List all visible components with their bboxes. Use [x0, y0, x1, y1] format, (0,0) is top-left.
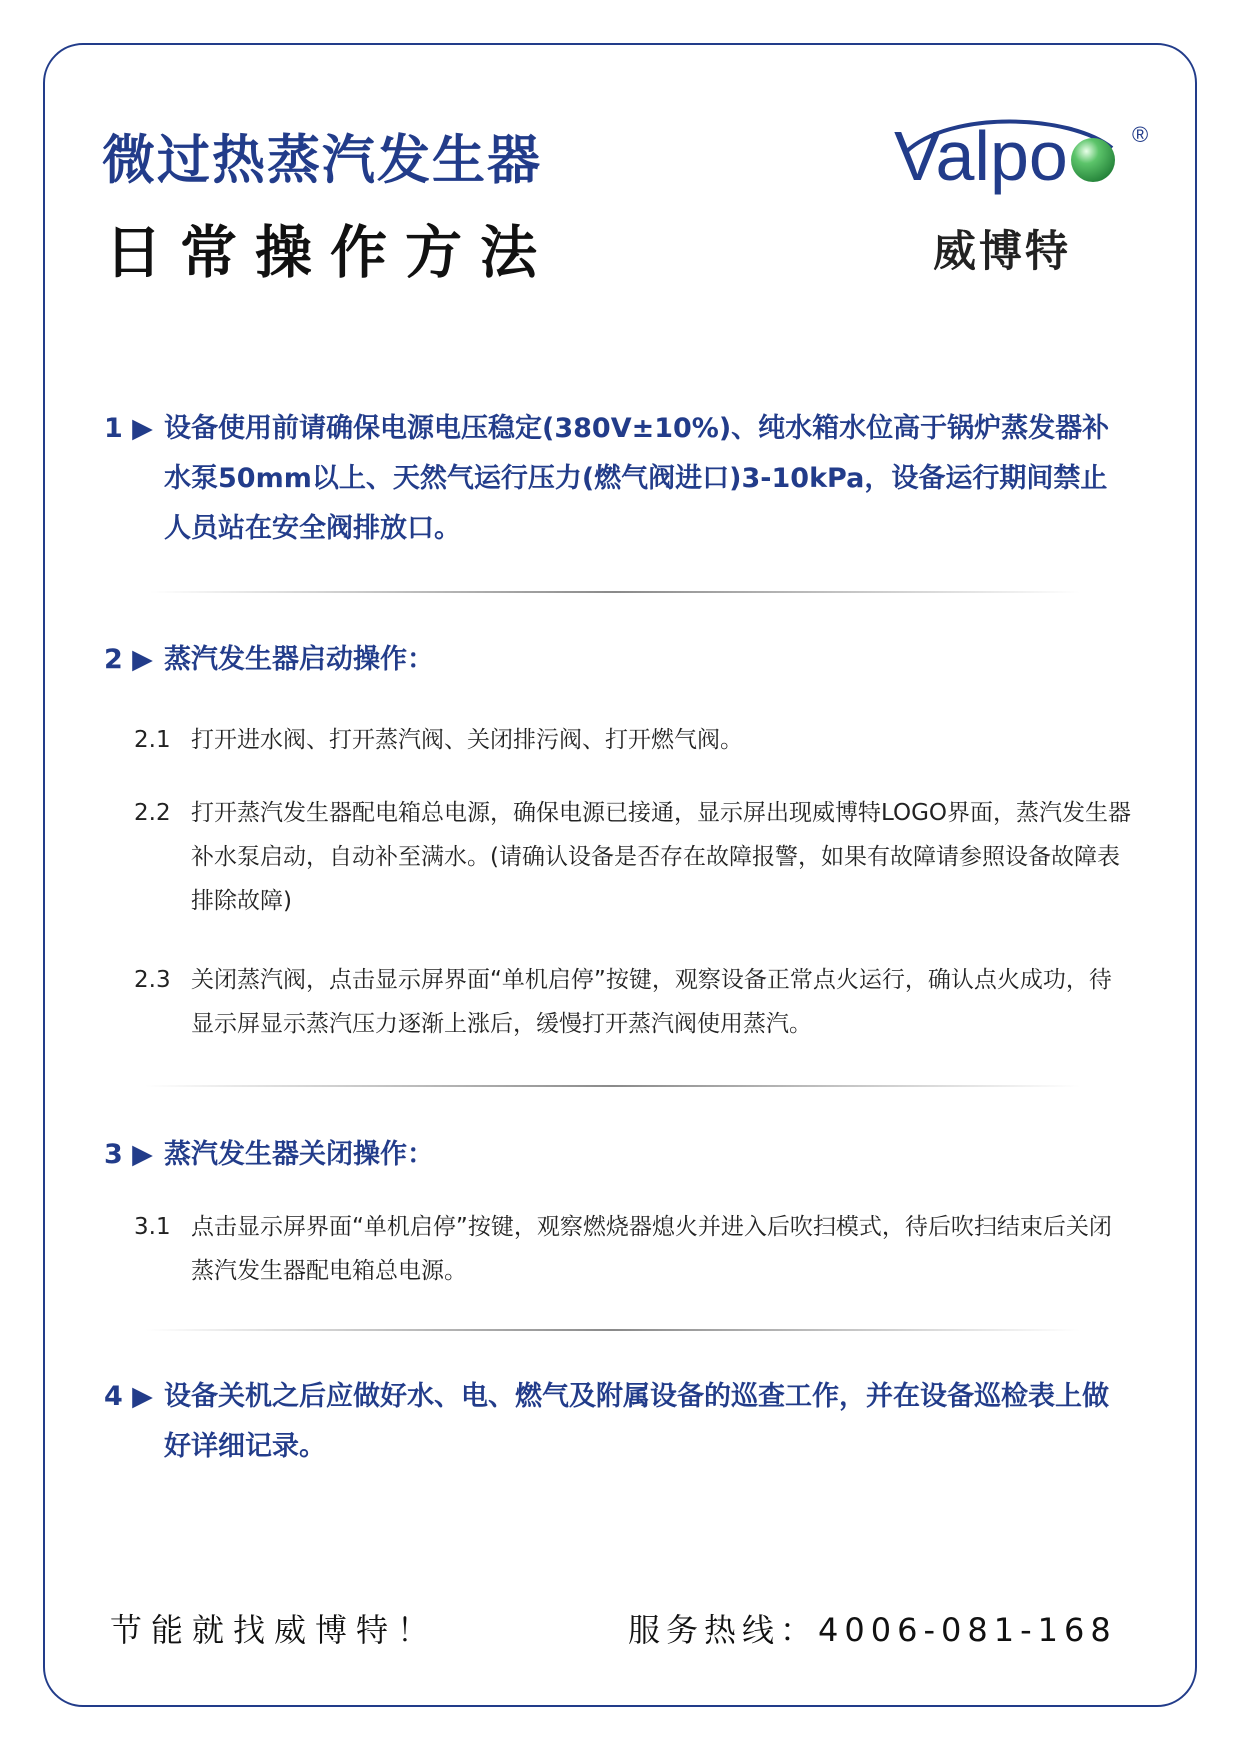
step-text: 打开蒸汽发生器配电箱总电源，确保电源已接通，显示屏出现威博特LOGO界面，蒸汽发生器补水泵启动，自动补至满水。(请确认设备是否存在故障报警，如果有故障请参照设备故障表排除故障): [191, 800, 1132, 914]
section-2: [104, 635, 1134, 685]
section-number: 4 ▶: [104, 1381, 153, 1412]
section-heading: 蒸汽发生器关闭操作：: [164, 1139, 434, 1170]
section-3: [104, 1130, 1134, 1180]
step-2-2: [134, 791, 1134, 923]
divider: [145, 1085, 1080, 1087]
step-2-1: [134, 718, 1134, 762]
step-number: 2.3: [134, 967, 171, 993]
step-text: 打开进水阀、打开蒸汽阀、关闭排污阀、打开燃气阀。: [191, 727, 743, 753]
step-text: 点击显示屏界面“单机启停”按键，观察燃烧器熄火并进入后吹扫模式，待后吹扫结束后关闭蒸汽发生器配电箱总电源。: [191, 1214, 1112, 1284]
section-number: 1 ▶: [104, 413, 153, 444]
step-number: 2.1: [134, 727, 171, 753]
registered-mark: ®: [1132, 122, 1149, 147]
section-number: 2 ▶: [104, 644, 153, 675]
footer-slogan: 节能就找威博特！: [110, 1611, 439, 1649]
section-text: 设备关机之后应做好水、电、燃气及附属设备的巡查工作，并在设备巡检表上做好详细记录。: [164, 1381, 1109, 1462]
title-product: 微过热蒸汽发生器: [102, 130, 542, 191]
logo-chinese-name: 威博特: [933, 227, 1071, 277]
divider: [145, 1329, 1080, 1331]
divider: [150, 591, 1080, 593]
step-2-3: [134, 958, 1134, 1046]
step-text: 关闭蒸汽阀，点击显示屏界面“单机启停”按键，观察设备正常点火运行，确认点火成功，待显示屏显示蒸汽压力逐渐上涨后，缓慢打开蒸汽阀使用蒸汽。: [191, 967, 1112, 1037]
section-4: [104, 1372, 1134, 1472]
step-number: 3.1: [134, 1214, 171, 1240]
section-number: 3 ▶: [104, 1139, 153, 1170]
step-number: 2.2: [134, 800, 171, 826]
logo-brand-text: Valpo: [894, 118, 1068, 195]
step-3-1: [134, 1205, 1134, 1293]
section-1: [104, 404, 1134, 554]
section-heading: 蒸汽发生器启动操作：: [164, 644, 434, 675]
section-text: 设备使用前请确保电源电压稳定(380V±10%)、纯水箱水位高于锅炉蒸发器补水泵50mm以上、天然气运行压力(燃气阀进口)3-10kPa，设备运行期间禁止人员站在安全阀排放口。: [164, 413, 1110, 544]
title-operation-method: 日常操作方法: [105, 220, 555, 286]
footer-hotline: 服务热线：4006-081-168: [628, 1611, 1117, 1649]
logo-green-ball: [1071, 138, 1115, 182]
